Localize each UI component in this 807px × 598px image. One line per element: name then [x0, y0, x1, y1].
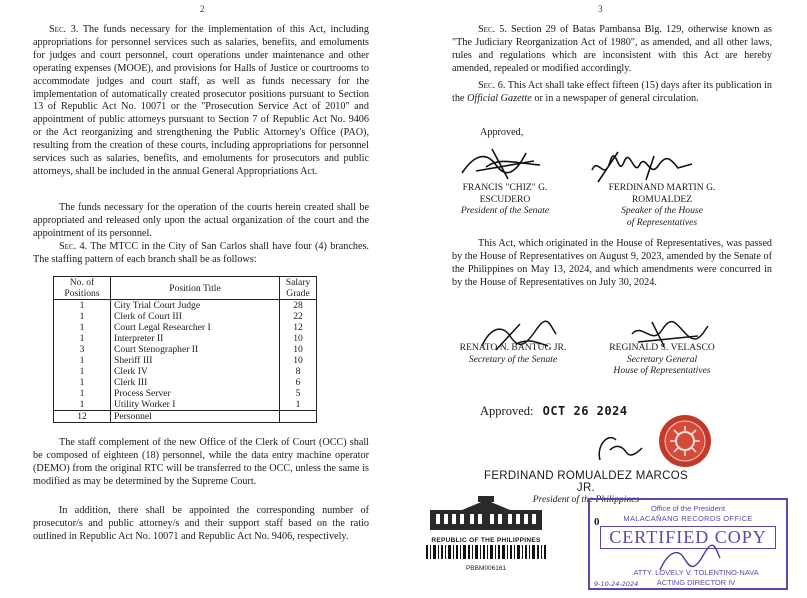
table-header-row: [54, 277, 317, 300]
barcode-number: PBBM006161: [465, 565, 507, 572]
president-name: FERDINAND ROMUALDEZ MARCOS JR.: [484, 470, 688, 494]
approved-label: Approved,: [480, 127, 524, 138]
stamp-certified-copy: CERTIFIED COPY: [600, 526, 776, 549]
table-row: [54, 333, 317, 344]
section-3-label: Sec. 3.: [49, 24, 79, 35]
section-3-text: The funds necessary for the implementation of this Act, including appropriations for personnel services such as salaries, benefits, and emoluments for judges and court personnel, court operations under maintenance and other operating expenses (MOOE), and provisions for Halls of Justice or courtrooms to accommodate judges and court staff, as well as funds necessary for the implementation of automatically created prosecutor positions pursuant to Section 13 of Republic Act No. 10071 or the "Prosecution Service Act of 2010" and appointment of public attorneys pursuant to Section 7 of Republic Act No. 9406 or the Act reorganizing and strengthening the Public Attorney's Office (PAO), resulting from the creation of these courts, including appropriations for personnel services such as salaries, benefits, and emoluments for prosecutors and public attorneys, shall be included in the annual General Appropriations Act.: [33, 24, 369, 177]
cell-salary-grade: 6: [280, 377, 317, 388]
presidential-seal-icon: [658, 414, 712, 468]
senate-president-block: [440, 182, 570, 217]
table-row: [54, 311, 317, 322]
approved-date-stamp: OCT 26 2024: [542, 404, 628, 418]
senate-president-title: President of the Senate: [460, 205, 550, 216]
cell-position-title: Interpreter II: [111, 333, 280, 344]
page-number-left: 2: [200, 4, 205, 14]
senate-secretary-name: RENATO N. BANTUG JR.: [459, 342, 567, 353]
senate-president-signature: [456, 143, 548, 183]
header-salary-grade: Salary Grade: [280, 277, 317, 300]
secretary-general-block: [592, 342, 732, 377]
header-position-title: Position Title: [111, 277, 280, 300]
table-total-row: [54, 411, 317, 423]
table-row: [54, 366, 317, 377]
senate-president-name: FRANCIS "CHIZ" G. ESCUDERO: [462, 182, 548, 205]
cell-no-of-positions: 1: [54, 399, 111, 411]
section-6-paragraph: [452, 80, 772, 106]
senate-secretary-title: Secretary of the Senate: [468, 353, 558, 365]
cell-salary-grade: 12: [280, 322, 317, 333]
cell-no-of-positions: 1: [54, 300, 111, 312]
section-5-text: Section 29 of Batas Pambansa Blg. 129, otherwise known as "The Judiciary Reorganization Act of 1980", as amended, and all other laws, rules and regulations which are inconsistent with this Act are hereby amended, repealed or modified accordingly.: [452, 24, 773, 74]
cell-no-of-positions: 1: [54, 377, 111, 388]
section-3-paragraph: [33, 24, 369, 179]
table-row: [54, 355, 317, 366]
cell-salary-grade: 1: [280, 399, 317, 411]
cell-position-title: Court Legal Researcher I: [111, 322, 280, 333]
cell-salary-grade: 10: [280, 344, 317, 355]
prosecutor-paragraph: In addition, there shall be appointed the corresponding number of prosecutor/s and public attorney/s and their support staff based on the ratio outlined in Republic Act No. 10071 and Republic Act No. 9406, respectively.: [33, 505, 369, 542]
stamp-handwritten-date: 9-10-24-2024: [594, 580, 639, 588]
president-signature: [586, 426, 646, 466]
approved-date-line: [480, 404, 628, 419]
speaker-block: [580, 182, 744, 228]
speaker-name: FERDINAND MARTIN G. ROMUALDEZ: [608, 182, 716, 205]
cell-position-title: Process Server: [111, 388, 280, 399]
cell-no-of-positions: 1: [54, 333, 111, 344]
official-gazette: Official Gazette: [467, 92, 532, 104]
table-row: [54, 322, 317, 333]
table-row: [54, 388, 317, 399]
barcode-icon: [422, 544, 550, 560]
cell-salary-grade: 22: [280, 311, 317, 322]
cell-no-of-positions: 1: [54, 355, 111, 366]
table-row: [54, 300, 317, 312]
barcode-sticker: [422, 496, 550, 572]
secretary-general-name: REGINALD S. VELASCO: [609, 342, 715, 353]
occ-paragraph: The staff complement of the new Office of the Clerk of Court (OCC) shall be composed of eighteen (18) personnel, while the data entry machine operator (DEMO) from the original RTC will be transferred to the OCC, unless the same is modified as may be determined by the Supreme Court.: [33, 437, 369, 487]
table-row: [54, 377, 317, 388]
cell-position-title: Court Stenographer II: [111, 344, 280, 355]
cell-position-title: Clerk of Court III: [111, 311, 280, 322]
cell-no-of-positions: 1: [54, 322, 111, 333]
section-4-text: The MTCC in the City of San Carlos shall have four (4) branches. The staffing pattern of each branch shall be as follows:: [33, 241, 369, 265]
cell-salary-grade: 28: [280, 300, 317, 312]
section-4-label: Sec. 4.: [59, 241, 88, 252]
secretary-general-title-2: House of Representatives: [613, 365, 711, 376]
cell-position-title: City Trial Court Judge: [111, 300, 280, 312]
total-grade-empty: [280, 411, 317, 423]
section-6-text-after: or in a newspaper of general circulation.: [534, 92, 699, 104]
malacanang-palace-icon: [422, 496, 550, 532]
certified-copy-stamp: [588, 498, 788, 590]
cell-no-of-positions: 1: [54, 388, 111, 399]
speaker-title-1: Speaker of the House: [621, 205, 703, 216]
cell-salary-grade: 8: [280, 366, 317, 377]
section-6-label: Sec. 6.: [478, 80, 506, 91]
cell-position-title: Sheriff III: [111, 355, 280, 366]
speaker-title-2: of Representatives: [626, 216, 698, 228]
total-positions: 12: [54, 411, 111, 423]
cell-salary-grade: 10: [280, 333, 317, 344]
cell-no-of-positions: 3: [54, 344, 111, 355]
cell-salary-grade: 10: [280, 355, 317, 366]
stamp-mark: 0: [594, 516, 600, 528]
section-5-label: Sec. 5.: [478, 24, 507, 35]
president-title: President of the Philippines: [532, 494, 640, 505]
section-4-paragraph: [33, 241, 369, 267]
table-row: [54, 344, 317, 355]
stamp-office: Office of the President: [650, 504, 726, 513]
origin-paragraph: This Act, which originated in the House of Representatives, was passed by the House of Representatives on August 9, 2023, amended by the Senate of the Philippines on May 13, 2024, and which amendments were concurred in by the House of Representatives on July 30, 2024.: [452, 238, 772, 288]
cell-salary-grade: 5: [280, 388, 317, 399]
table-body: [54, 300, 317, 423]
cell-position-title: Clerk IV: [111, 366, 280, 377]
stamp-records-office: MALACAÑANG RECORDS OFFICE: [623, 514, 753, 523]
secretary-general-title-1: Secretary General: [626, 353, 698, 365]
cell-no-of-positions: 1: [54, 366, 111, 377]
section-6-text-before: This Act shall take effect fifteen (15) days after its publication in the: [452, 80, 772, 104]
stamp-officer-title: ACTING DIRECTOR IV: [656, 578, 736, 587]
cell-position-title: Utility Worker I: [111, 399, 280, 411]
header-no-of-positions: No. of Positions: [54, 277, 111, 300]
cell-position-title: Clerk III: [111, 377, 280, 388]
total-label: Personnel: [111, 411, 280, 423]
barcode-header: REPUBLIC OF THE PHILIPPINES: [431, 537, 541, 544]
staffing-pattern-table: [53, 276, 317, 423]
stamp-officer-name: ATTY. LOVELY V. TOLENTINO-NAVA: [633, 568, 759, 577]
funds-paragraph: The funds necessary for the operation of the courts herein created shall be appropriated and released only upon the actual organization of the court and the appointment of its personnel.: [33, 202, 369, 239]
section-5-paragraph: [452, 24, 772, 76]
senate-secretary-block: [450, 342, 576, 365]
table-row: [54, 399, 317, 411]
approved-date-label: Approved:: [480, 404, 534, 418]
page-number-right: 3: [598, 4, 603, 14]
cell-no-of-positions: 1: [54, 311, 111, 322]
